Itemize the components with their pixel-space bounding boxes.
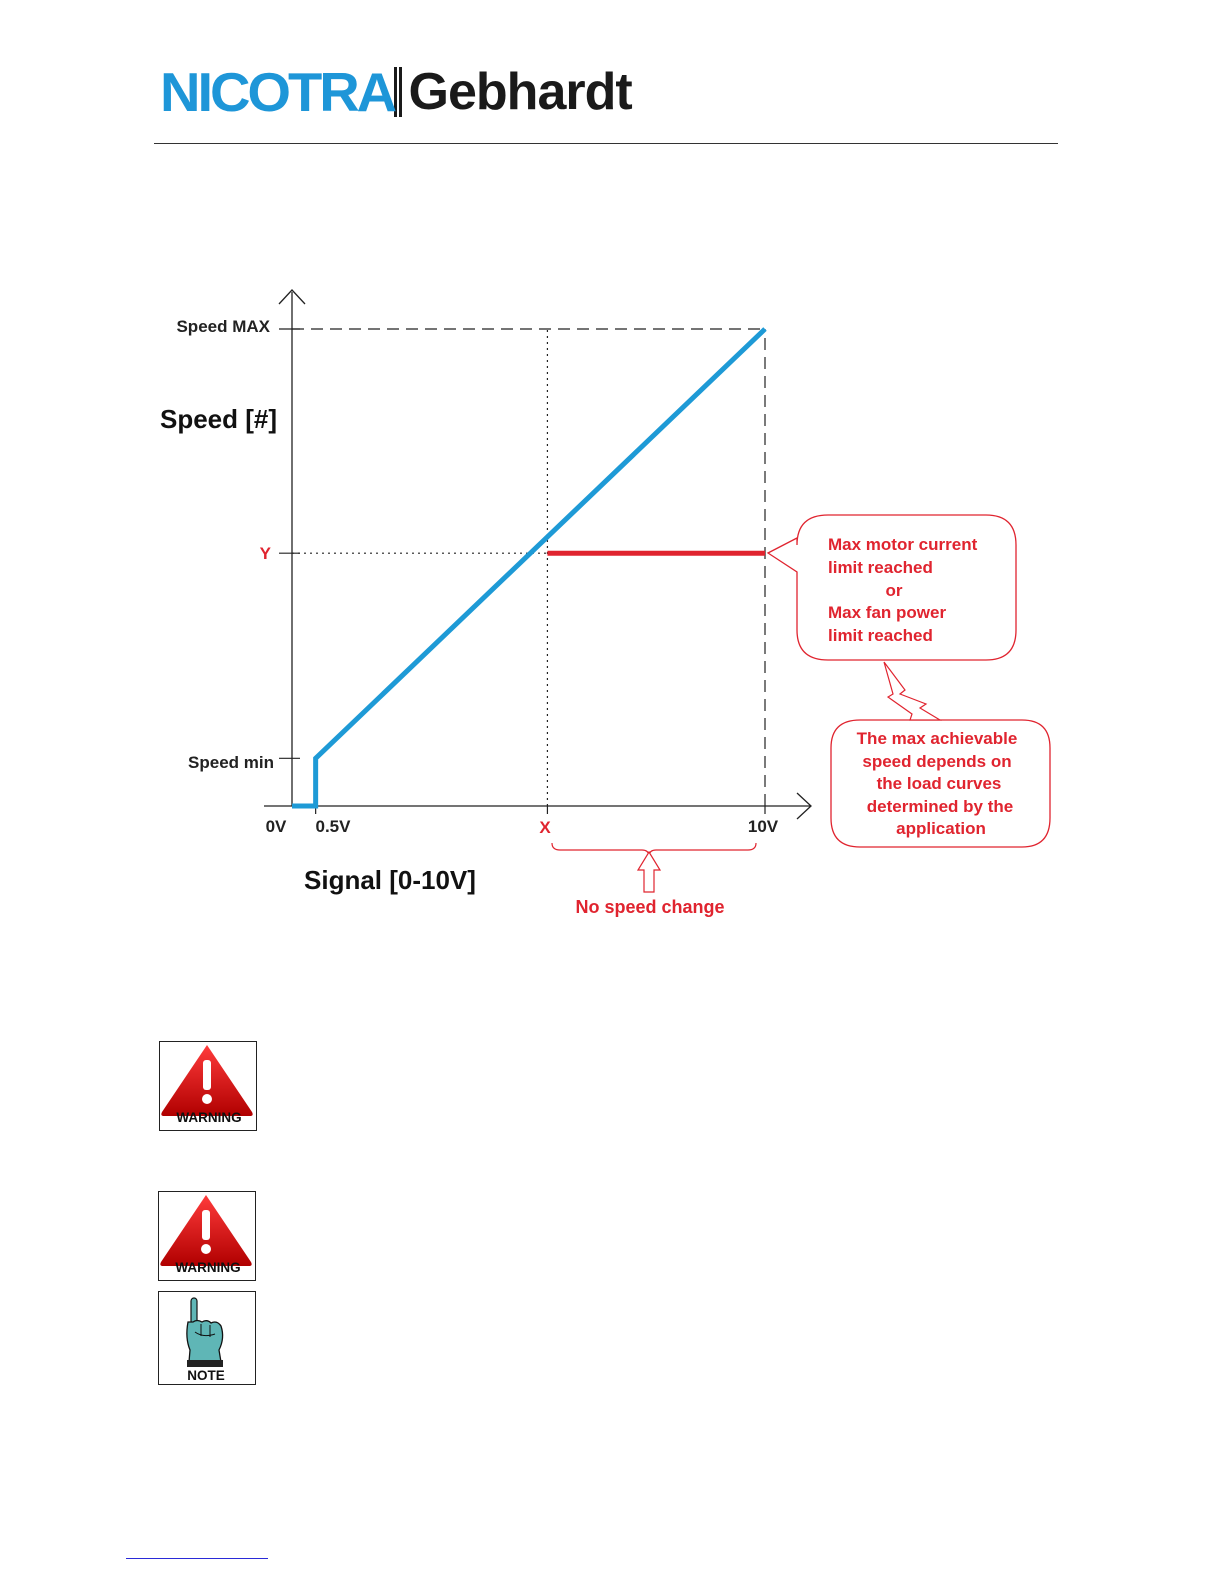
warning-icon [159,1041,257,1131]
no-change-arrow [638,852,660,892]
x-tick-label-x: X [539,818,551,837]
limit-callout-line-1: Max motor current [828,535,978,554]
reference-lines [292,329,765,806]
limit-callout-line-4: Max fan power [828,603,947,622]
y-axis-title: Speed [#] [160,404,278,434]
logo-sub-text: Gebhardt [408,63,632,121]
no-change-label: No speed change [575,897,725,917]
y-tick-label-speed-min: Speed min [188,753,274,772]
speed-curve-line [292,329,765,806]
x-tick-label-0-5v: 0.5V [315,817,351,836]
y-tick-label-speed-max: Speed MAX [176,317,270,336]
footer-link-underline [126,1558,268,1559]
note-icon [158,1291,256,1385]
logo-brand-text: NICOTRA [160,61,395,123]
lightning-connector [884,662,940,720]
x-axis-title: Signal [0-10V] [304,865,476,895]
warning-icon-label: WARNING [175,1260,241,1275]
limit-callout-line-5: limit reached [828,626,933,645]
x-tick-label-0v: 0V [265,817,287,836]
no-change-bracket [552,843,756,855]
warning-icon-label: WARNING [176,1110,242,1125]
load-callout-line-2: speed depends on [862,752,1012,771]
x-tick-label-10v: 10V [747,817,779,836]
warning-icon [158,1191,256,1281]
load-callout-line-5: application [896,819,986,838]
load-callout-line-4: determined by the [866,797,1014,816]
load-callout-line-3: the load curves [876,774,1002,793]
note-icon-label: NOTE [187,1368,225,1383]
data-series [292,329,765,806]
pointing-hand-icon [187,1298,223,1367]
limit-callout-line-2: limit reached [828,558,933,577]
load-callout-line-1: The max achievable [856,729,1018,748]
limit-callout-line-3: or [885,581,903,600]
y-tick-label-y: Y [259,544,271,563]
